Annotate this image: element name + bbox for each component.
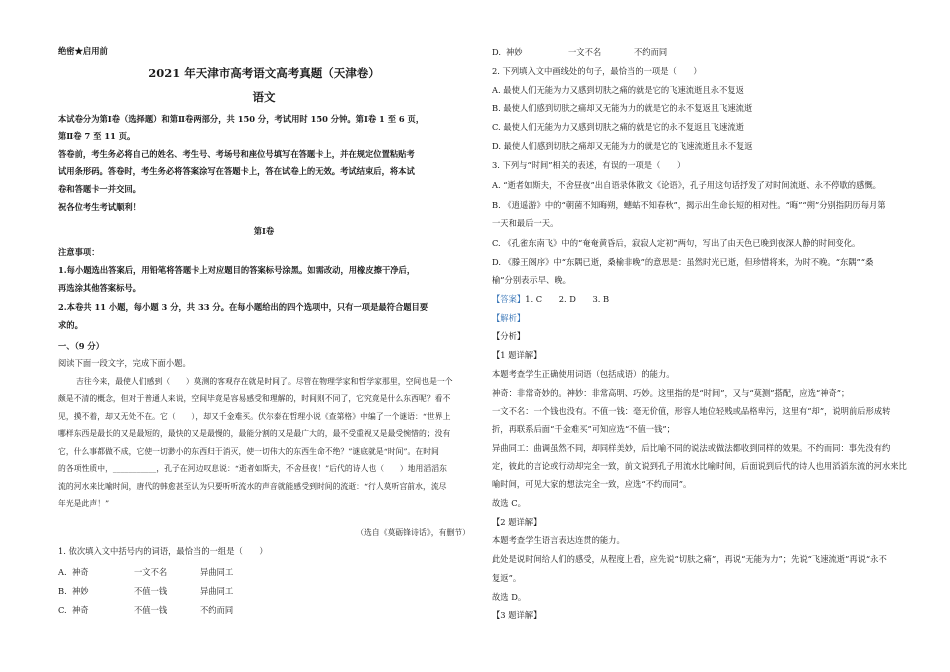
notice-title: 注意事项： (58, 247, 100, 257)
intro-line: 祝各位考生考试顺利！ (58, 202, 141, 212)
passage-line: 见，摸不着，却又无处不在。它（ ），却又千金难买。伏尔泰在哲理小说《查第格》中编了一个谜语：“世界上 (58, 412, 451, 421)
q3-option: B. 《逍遥游》中的“朝菌不知晦朔，蟪蛄不知春秋”，揭示出生命长短的相对性。“晦”“朔”分别指阴历每月第 (492, 200, 886, 210)
passage-line: 的各项性质中，___________，孔子在河边叹息说：“逝者如斯夫，不舍昼夜！”后代的诗人也（ ）地用滔滔东 (58, 464, 447, 473)
q3-option: A. “逝者如斯夫，不舍昼夜”出自语录体散文《论语》，孔子用这句话抒发了对时间流逝、永不停歇的感慨。 (492, 180, 881, 190)
intro-line: 卷和答题卡一并交回。 (58, 184, 141, 194)
q2-option: A. 最使人们无能为力又感到切肤之痛的就是它的飞速流逝且永不复返 (492, 85, 744, 95)
answer-line (492, 293, 609, 305)
page-title: 2021 年天津市高考语文高考真题（天津卷） (148, 66, 380, 80)
q1-detail-line: 一文不名：一个钱也没有。不值一钱：毫无价值，形容人地位轻贱或品格卑污，这里有“却”，说明前后形成转 (492, 406, 891, 416)
question-3: 3. 下列与“时间”相关的表述，有误的一项是（ ） (492, 160, 686, 170)
q1-detail-line: 定，彼此的言论或行动却完全一致，前文说到孔子用流水比喻时间，后面说到后代的诗人也用滔滔东流的河水来比 (492, 461, 907, 471)
notice-line: 求的。 (58, 320, 83, 330)
q1-detail-line: 故选 C。 (492, 498, 526, 508)
passage-line: 年光是此声！” (58, 499, 110, 508)
intro-line: 试用条形码。答卷时，考生务必将答案涂写在答题卡上，答在试卷上的无效。考试结束后，将本试 (58, 166, 415, 176)
q1-detail-tag: 【1 题详解】 (492, 350, 542, 360)
q1-detail-line: 折，再联系后面“千金难买”可知应选“不值一钱”； (492, 424, 675, 434)
q3-option: D. 《滕王阁序》中“东隅已逝，桑榆非晚”的意思是：虽然时光已逝，但珍惜将来，为时不晚。“东隅”“桑 (492, 257, 874, 267)
intro-line: 答卷前，考生务必将自己的姓名、考生号、考场号和座位号填写在答题卡上，并在规定位置粘贴考 (58, 149, 415, 159)
q1-option-a: A. 神奇 一文不名 异曲同工 (58, 567, 234, 577)
passage-source: （选自《莫砺锋诗话》，有删节） (356, 528, 470, 537)
q2-detail-line: 故选 D。 (492, 592, 527, 602)
question-1: 1. 依次填入文中括号内的词语，最恰当的一组是（ ） (58, 546, 268, 556)
passage-line: 吉往今来，最使人们感到（ ）莫测的客观存在就是时间了。尽管在物理学家和哲学家那里，空间也是一个 (76, 377, 453, 386)
q3-option: 榆”分别表示早、晚。 (492, 275, 571, 285)
passage-line: 哪样东西是最长的又是最短的，最快的又是最慢的，最能分割的又是最广大的，最不受重视又是最受惋惜的；没有 (58, 429, 451, 438)
q2-detail-line: 此处是说时间给人们的感受，从程度上看，应先说“切肤之痛”，再说“无能为力”；先说“飞速流逝”再说“永不 (492, 554, 887, 564)
q1-detail-line: 神奇：非常奇妙的。神妙：非常高明、巧妙。这里指的是“时间”，又与“莫测”搭配，应选“神奇”； (492, 388, 850, 398)
secret-label: 绝密★启用前 (58, 46, 108, 56)
passage-line: 流的河水来比喻时间，唐代的韩愈甚至认为只要听听流水的声音就能感受到时间的流逝：“行人莫听宫前水，流尽 (58, 482, 447, 491)
subject-title: 语文 (252, 90, 276, 104)
q2-option: C. 最使人们无能为力又感到切肤之痛的就是它的永不复返且飞速流逝 (492, 122, 744, 132)
question-2: 2. 下列填入文中画线处的句子，最恰当的一项是（ ） (492, 66, 702, 76)
notice-line: 2.本卷共 11 小题，每小题 3 分，共 33 分。在每小题给出的四个选项中，只有一项是最符合题目要 (58, 302, 429, 312)
notice-line: 再选涂其他答案标号。 (58, 283, 141, 293)
q1-detail-line: 本题考查学生正确使用词语（包括成语）的能力。 (492, 369, 675, 379)
q1-option-c: C. 神奇 不值一钱 不约而同 (58, 605, 234, 615)
q3-option: 一天和最后一天。 (492, 218, 559, 228)
section-heading: 一、（9 分） (58, 341, 104, 351)
notice-line: 1.每小题选出答案后，用铅笔将答题卡上对应题目的答案标号涂黑。如需改动，用橡皮擦干净后， (58, 265, 416, 275)
q2-option: D. 最使人们感到切肤之痛却又无能为力的就是它的飞速流逝且永不复返 (492, 141, 753, 151)
passage-line: 颇是不清的概念，但对于普通人来说，空间毕竟是容易感受和理解的，时间则不同了，它究竟是什么东西呢？看不 (58, 394, 451, 403)
q3-detail-tag: 【3 题详解】 (492, 610, 542, 620)
answer-text: 1. C 2. D 3. B (525, 294, 610, 304)
q2-detail-tag: 【2 题详解】 (492, 517, 542, 527)
q1-detail-line: 异曲同工：曲调虽然不同，却同样美妙，后比喻不同的说法或做法都收到同样的效果。不约而同：事先没有约 (492, 443, 891, 453)
q1-detail-line: 喻时间，可见大家的想法完全一致，应选“不约而同”。 (492, 479, 692, 489)
q2-detail-line: 复返”。 (492, 573, 522, 583)
q1-option-b: B. 神妙 不值一钱 异曲同工 (58, 586, 234, 596)
analysis-tag: 【解析】 (492, 313, 526, 323)
q3-option: C. 《孔雀东南飞》中的“奄奄黄昏后，寂寂人定初”两句，写出了由天色已晚到夜深人静的时间变化。 (492, 238, 861, 248)
passage-line: 它，什么事都做不成，它使一切渺小的东西归于消灭，使一切伟大的东西生命不绝？”谜底就是“时间”。在时间 (58, 447, 439, 456)
part-title: 第Ⅰ卷 (253, 226, 275, 236)
fenxi-tag: 【分析】 (492, 331, 526, 341)
q2-detail-line: 本题考查学生语言表达连贯的能力。 (492, 535, 625, 545)
answer-tag: 【答案】 (492, 294, 526, 304)
q1-option-d: D. 神妙 一文不名 不约而同 (492, 47, 668, 57)
intro-line: 第Ⅱ卷 7 至 11 页。 (58, 131, 136, 141)
intro-line: 本试卷分为第Ⅰ卷（选择题）和第Ⅱ卷两部分，共 150 分，考试用时 150 分钟。第Ⅰ卷 1 至 6 页， (58, 114, 425, 124)
q2-option: B. 最使人们感到切肤之痛却又无能为力的就是它的永不复返且飞速流逝 (492, 103, 753, 113)
reading-instruction: 阅读下面一段文字，完成下面小题。 (58, 358, 191, 368)
